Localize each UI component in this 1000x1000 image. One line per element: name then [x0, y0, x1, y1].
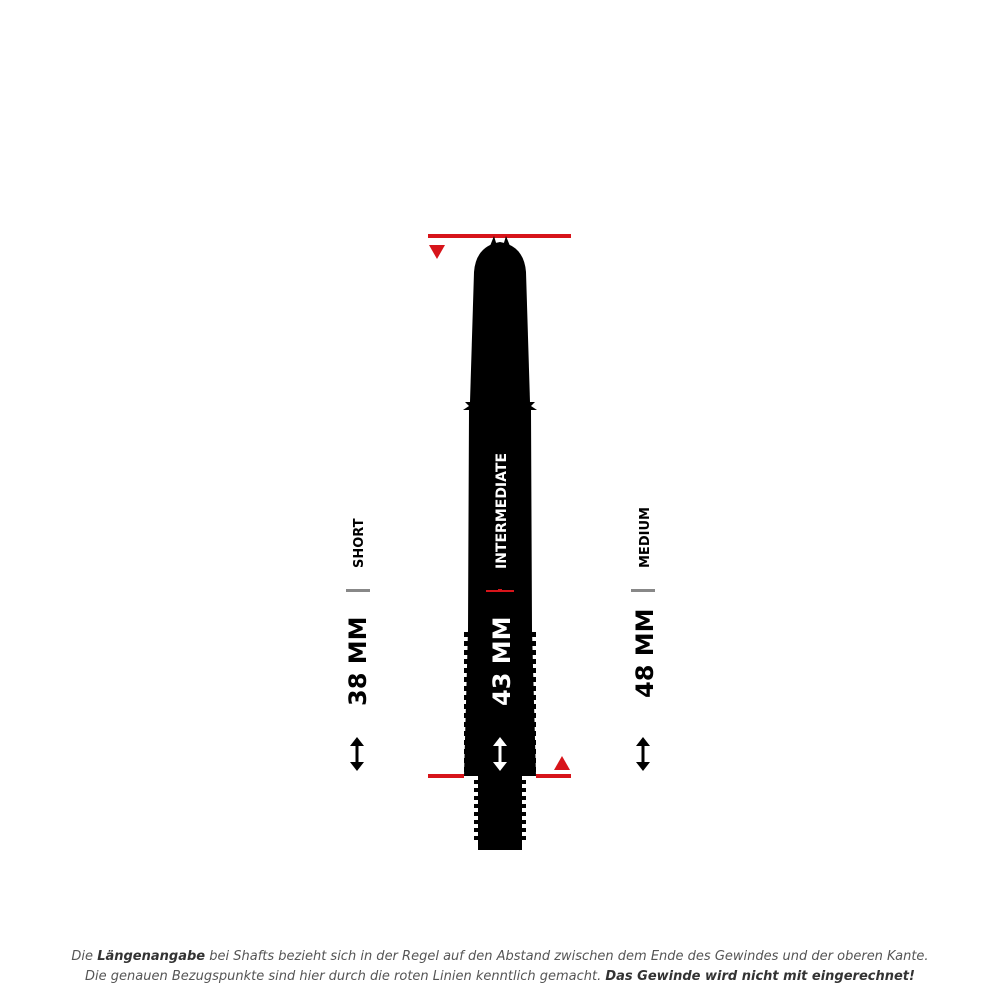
grip-ridge [531, 641, 536, 646]
grip-ridge [464, 695, 469, 700]
caption-line-1-emphasis: Längenangabe [97, 949, 206, 964]
intermediate-length-value: 43 MM [488, 616, 516, 706]
grip-ridge [464, 722, 469, 727]
top-reference-line [428, 234, 571, 238]
grip-ridge [464, 767, 469, 772]
short-label: SHORT [352, 518, 367, 568]
grip-ridge [531, 695, 536, 700]
caption-line-1-start: Die [71, 949, 98, 964]
thread-tooth [474, 780, 526, 784]
grip-ridge [464, 677, 469, 682]
grip-ridge [464, 740, 469, 745]
grip-ridge [531, 650, 536, 655]
medium-label: MEDIUM [638, 507, 653, 568]
grip-ridge [531, 749, 536, 754]
bottom-reference-line-right [536, 774, 571, 778]
grip-ridge [531, 740, 536, 745]
medium-length-value: 48 MM [631, 608, 659, 698]
grip-ridge [531, 668, 536, 673]
grip-ridge [531, 677, 536, 682]
thread-tooth [474, 836, 526, 840]
intermediate-divider-line [486, 590, 514, 592]
grip-ridge [531, 722, 536, 727]
caption-line-1 [0, 947, 1000, 967]
thread-tooth [474, 812, 526, 816]
thread-tooth [474, 820, 526, 824]
thread-tooth [474, 796, 526, 800]
grip-ridge [464, 686, 469, 691]
grip-ridge [464, 731, 469, 736]
medium-divider [631, 589, 655, 592]
top-reference-marker-icon [429, 245, 445, 259]
caption [0, 947, 1000, 987]
grip-ridge [464, 659, 469, 664]
caption-line-2 [0, 967, 1000, 987]
grip-ridge [464, 668, 469, 673]
caption-line-1-end: bei Shafts bezieht sich in der Regel auf den Abstand zwischen dem Ende des Gewindes und der oberen Kante. [205, 949, 929, 964]
grip-ridge [531, 632, 536, 637]
grip-ridge [464, 749, 469, 754]
grip-ridge [464, 632, 469, 637]
short-length-arrow-icon [350, 737, 364, 771]
thread-tooth [474, 828, 526, 832]
caption-line-2-start: Die genauen Bezugspunkte sind hier durch die roten Linien kenntlich gemacht. [85, 969, 606, 984]
grip-ridge [531, 659, 536, 664]
shaft-ring [463, 402, 537, 410]
short-divider [346, 589, 370, 592]
grip-ridge [531, 704, 536, 709]
caption-line-2-emphasis: Das Gewinde wird nicht mit eingerechnet! [605, 969, 915, 984]
short-length-value: 38 MM [344, 616, 372, 706]
grip-ridge [464, 713, 469, 718]
shaft-upper-section [470, 242, 530, 402]
grip-ridge [531, 686, 536, 691]
grip-ridge [464, 650, 469, 655]
grip-ridge [531, 731, 536, 736]
bottom-reference-line-left [428, 774, 464, 778]
thread-tooth [474, 788, 526, 792]
shaft-thread [474, 776, 526, 850]
thread-tooth [474, 804, 526, 808]
grip-ridge [464, 704, 469, 709]
intermediate-label: INTERMEDIATE [494, 452, 510, 569]
bottom-reference-marker-icon [554, 756, 570, 770]
grip-ridge [464, 758, 469, 763]
grip-ridge [531, 758, 536, 763]
grip-ridge [464, 641, 469, 646]
grip-ridge [531, 767, 536, 772]
grip-ridge [531, 713, 536, 718]
medium-length-arrow-icon [636, 737, 650, 771]
